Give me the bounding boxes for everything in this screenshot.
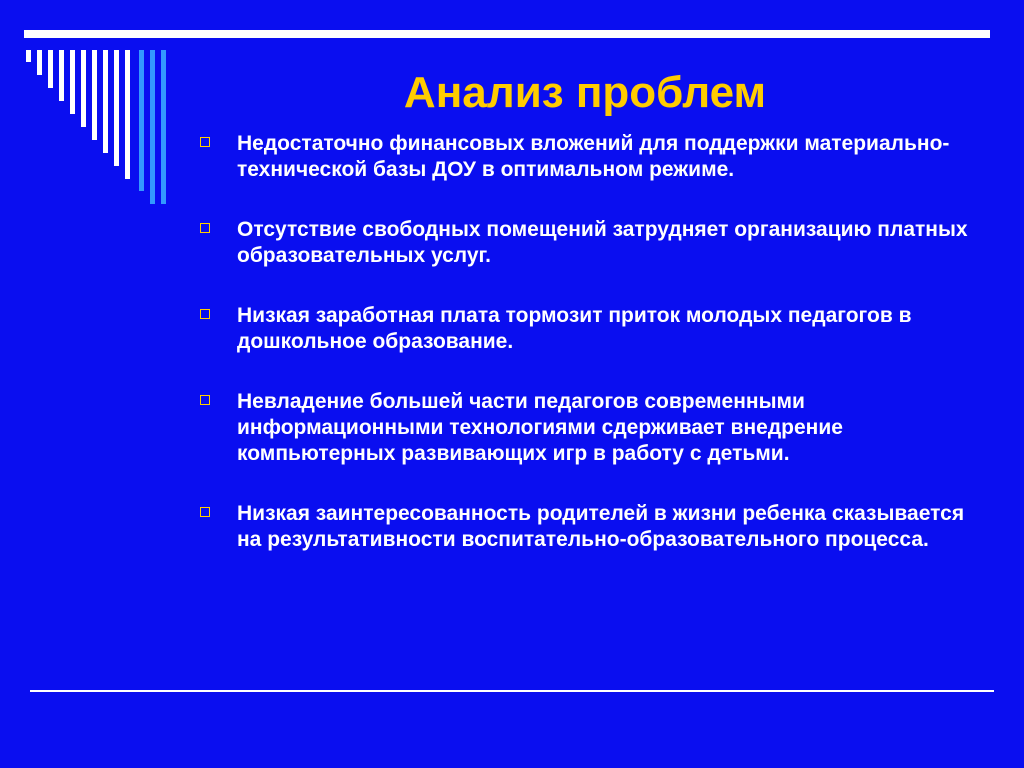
stripe xyxy=(103,50,108,153)
stripe xyxy=(48,50,53,88)
bullet-text: Недостаточно финансовых вложений для поддержки материально-технической базы ДОУ в оптимальном режиме. xyxy=(237,132,950,181)
bullet-text: Низкая заинтересованность родителей в жизни ребенка сказывается на результативности воспитательно-образовательного процесса. xyxy=(237,502,965,551)
bullet-item xyxy=(200,131,990,183)
square-bullet-icon xyxy=(200,309,210,319)
square-bullet-icon xyxy=(200,395,210,405)
square-bullet-icon xyxy=(200,223,210,233)
stripe xyxy=(37,50,42,75)
stripe xyxy=(114,50,119,166)
stripe xyxy=(150,50,155,204)
bullet-text: Низкая заработная плата тормозит приток молодых педагогов в дошкольное образование. xyxy=(237,304,912,353)
square-bullet-icon xyxy=(200,507,210,517)
bullet-list xyxy=(200,131,990,587)
bullet-item xyxy=(200,501,990,553)
square-bullet-icon xyxy=(200,137,210,147)
slide-title: Анализ проблем xyxy=(403,68,767,117)
stripe xyxy=(81,50,86,127)
stripe xyxy=(59,50,64,101)
bullet-text: Невладение большей части педагогов современными информационными технологиями сдерживает внедрение компьютерных развивающих игр в работу с детьми. xyxy=(237,390,843,465)
bullet-item xyxy=(200,389,990,467)
stripe xyxy=(125,50,130,179)
stripe xyxy=(70,50,75,114)
bullet-item xyxy=(200,303,990,355)
bottom-rule xyxy=(30,690,994,692)
bullet-text: Отсутствие свободных помещений затрудняет организацию платных образовательных услуг. xyxy=(237,218,968,267)
stripe xyxy=(161,50,166,204)
bullet-item xyxy=(200,217,990,269)
stripe xyxy=(92,50,97,140)
decorative-stripes xyxy=(0,0,180,220)
stripe xyxy=(139,50,144,191)
stripe xyxy=(26,50,31,62)
